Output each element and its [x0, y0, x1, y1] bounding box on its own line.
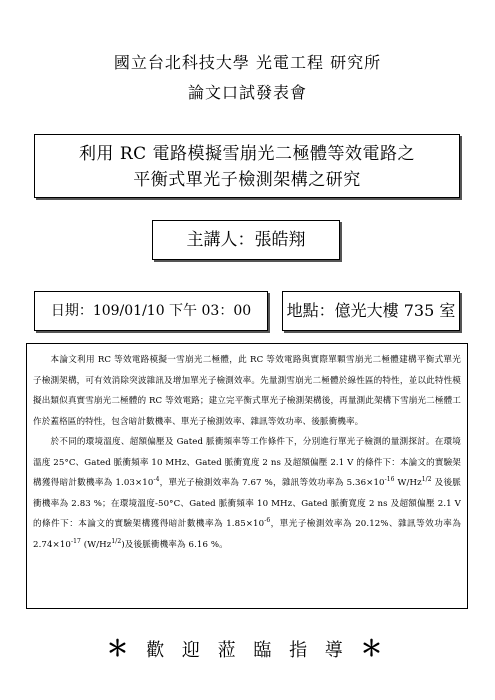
institute-header: 國立台北科技大學 光電工程 研究所 — [113, 53, 382, 72]
asterisk-icon: ＊ — [360, 636, 389, 662]
date-box: 日期：109/01/10 下午 03：00 — [34, 291, 268, 331]
venue-box: 地點：億光大樓 735 室 — [282, 291, 460, 331]
welcome-text: 歡 迎 蒞 臨 指 導 — [146, 640, 349, 661]
thesis-title-line-1: 利用 RC 電路模擬雪崩光二極體等效電路之 — [78, 144, 416, 164]
abstract-paragraph-2: 於不同的環境溫度、超額偏壓及 Gated 脈衝頻率等工作條件下，分別進行單光子檢測的量測探討。在環境溫度 25°C、Gated 脈衝頻率 10 MHz、Gated 脈衝寬度 2 ns 及超額偏壓 2.1 V 的條件下：本論文的實驗架構獲得暗計數機率為 $1.03\times 10^{-4}$，單光子檢測效率為 7.67 %，雜訊等效功率為 $5.36\times 10^{-16}$ $W/Hz^{1/2}$ 及後脈衝機率為 2.83 %；在環境溫度-50°C、Gated 脈衝頻率 10 MHz、Gated 脈衝寬度 2 ns 及超額偏壓 2.1 V 的條件下：本論文的實驗架構獲得暗計數機率為 $1.85\times 10^{-6}$，單光子檢測效率為 20.12%、雜訊等效功率為 $2.74\times 10^{-17}$ $(W/Hz^{1/2})$及後脈衝機率為 6.16 %。 — [33, 437, 462, 550]
thesis-title-line-2: 平衡式單光子檢測架構之研究 — [133, 170, 361, 190]
asterisk-icon: ＊ — [106, 636, 135, 662]
event-header: 論文口試發表會 — [187, 83, 307, 102]
abstract-box — [26, 343, 468, 609]
speaker-box: 主講人：張皓翔 — [152, 220, 340, 260]
thesis-title-box — [34, 134, 460, 198]
abstract-paragraph-1: 本論文利用 RC 等效電路模擬一雪崩光二極體，此 RC 等效電路與實際單顆雪崩光二極體建構平衡式單光子檢測架構，可有效消除突波雜訊及增加單光子檢測效率。先量測雪崩光二極體於線性區的特性，並以此特性模擬出類似真實雪崩光二極體的 RC 等效電路；建立完平衡式單光子檢測架構後，再量測此架構下雪崩光二極體工作於蓋格區的特性，包含暗計數機率、單光子檢測效率、雜訊等效功率、後脈衝機率。 — [33, 355, 461, 427]
welcome-banner — [0, 632, 495, 663]
